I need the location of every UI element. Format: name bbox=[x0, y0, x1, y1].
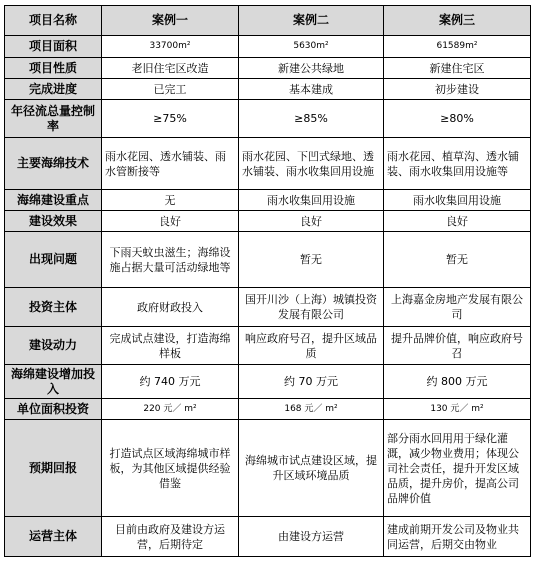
row-label: 海绵建设增加投入 bbox=[5, 365, 102, 399]
table-cell: 老旧住宅区改造 bbox=[102, 58, 239, 79]
table-cell: 雨水收集回用设施 bbox=[239, 190, 384, 211]
table-cell: 完成试点建设，打造海绵样板 bbox=[102, 327, 239, 365]
row-label: 主要海绵技术 bbox=[5, 138, 102, 190]
row-label: 建设动力 bbox=[5, 327, 102, 365]
row-label: 单位面积投资 bbox=[5, 399, 102, 420]
table-cell: 5630m² bbox=[239, 36, 384, 58]
table-row bbox=[5, 288, 531, 327]
table-row bbox=[5, 79, 531, 100]
table-cell: 政府财政投入 bbox=[102, 288, 239, 327]
table-cell: 基本建成 bbox=[239, 79, 384, 100]
table-cell: 响应政府号召，提升区域品质 bbox=[239, 327, 384, 365]
header-case-2: 案例二 bbox=[239, 6, 384, 36]
table-cell: 168 元／ m² bbox=[239, 399, 384, 420]
header-case-1: 案例一 bbox=[102, 6, 239, 36]
table-cell: 约 740 万元 bbox=[102, 365, 239, 399]
table-cell: 良好 bbox=[384, 211, 531, 232]
table-cell: 新建公共绿地 bbox=[239, 58, 384, 79]
table-row bbox=[5, 365, 531, 399]
table-cell: 220 元／ m² bbox=[102, 399, 239, 420]
table-cell: 良好 bbox=[239, 211, 384, 232]
header-case-3: 案例三 bbox=[384, 6, 531, 36]
table-cell: 已完工 bbox=[102, 79, 239, 100]
table-cell: 暂无 bbox=[384, 232, 531, 288]
table-row bbox=[5, 517, 531, 557]
row-label: 完成进度 bbox=[5, 79, 102, 100]
table-cell: 61589m² bbox=[384, 36, 531, 58]
row-label: 出现问题 bbox=[5, 232, 102, 288]
case-comparison-table bbox=[4, 5, 531, 557]
table-cell: ≥80% bbox=[384, 100, 531, 138]
table-cell: 暂无 bbox=[239, 232, 384, 288]
table-row bbox=[5, 190, 531, 211]
table-cell: ≥85% bbox=[239, 100, 384, 138]
row-label: 年径流总量控制率 bbox=[5, 100, 102, 138]
table-cell: 雨水花园、植草沟、透水铺装、雨水收集回用设施等 bbox=[384, 138, 531, 190]
table-cell: 部分雨水回用用于绿化灌溉，减少物业费用；体现公司社会责任，提升开发区域品质，提升房价，提高公司品牌价值 bbox=[384, 420, 531, 517]
table-cell: 新建住宅区 bbox=[384, 58, 531, 79]
row-label: 建设效果 bbox=[5, 211, 102, 232]
table-cell: 由建设方运营 bbox=[239, 517, 384, 557]
table-cell: 打造试点区域海绵城市样板，为其他区域提供经验借鉴 bbox=[102, 420, 239, 517]
header-row bbox=[5, 6, 531, 36]
table-cell: 良好 bbox=[102, 211, 239, 232]
table-cell: 约 800 万元 bbox=[384, 365, 531, 399]
table-cell: 约 70 万元 bbox=[239, 365, 384, 399]
row-label: 运营主体 bbox=[5, 517, 102, 557]
table-row bbox=[5, 211, 531, 232]
table-row bbox=[5, 327, 531, 365]
header-project-name: 项目名称 bbox=[5, 6, 102, 36]
row-label: 投资主体 bbox=[5, 288, 102, 327]
table-cell: 建成前期开发公司及物业共同运营，后期交由物业 bbox=[384, 517, 531, 557]
table-cell: 提升品牌价值，响应政府号召 bbox=[384, 327, 531, 365]
table-row bbox=[5, 58, 531, 79]
table-cell: 下雨天蚊虫滋生；海绵设施占据大量可活动绿地等 bbox=[102, 232, 239, 288]
table-cell: 上海嘉金房地产发展有限公司 bbox=[384, 288, 531, 327]
table-row bbox=[5, 420, 531, 517]
table-cell: 雨水花园、下凹式绿地、透水铺装、雨水收集回用设施 bbox=[239, 138, 384, 190]
table-cell: 海绵城市试点建设区域，提升区域环境品质 bbox=[239, 420, 384, 517]
row-label: 项目性质 bbox=[5, 58, 102, 79]
table-cell: 雨水花园、透水铺装、雨水管断接等 bbox=[102, 138, 239, 190]
table-cell: 目前由政府及建设方运营，后期待定 bbox=[102, 517, 239, 557]
row-label: 项目面积 bbox=[5, 36, 102, 58]
table-row bbox=[5, 138, 531, 190]
table-cell: 初步建设 bbox=[384, 79, 531, 100]
table-row bbox=[5, 232, 531, 288]
table-cell: 国开川沙（上海）城镇投资发展有限公司 bbox=[239, 288, 384, 327]
table-cell: 雨水收集回用设施 bbox=[384, 190, 531, 211]
table-cell: 130 元／ m² bbox=[384, 399, 531, 420]
row-label: 预期回报 bbox=[5, 420, 102, 517]
table-row bbox=[5, 36, 531, 58]
table-row bbox=[5, 399, 531, 420]
table-cell: 33700m² bbox=[102, 36, 239, 58]
table-row bbox=[5, 100, 531, 138]
table-cell: ≥75% bbox=[102, 100, 239, 138]
row-label: 海绵建设重点 bbox=[5, 190, 102, 211]
table-cell: 无 bbox=[102, 190, 239, 211]
